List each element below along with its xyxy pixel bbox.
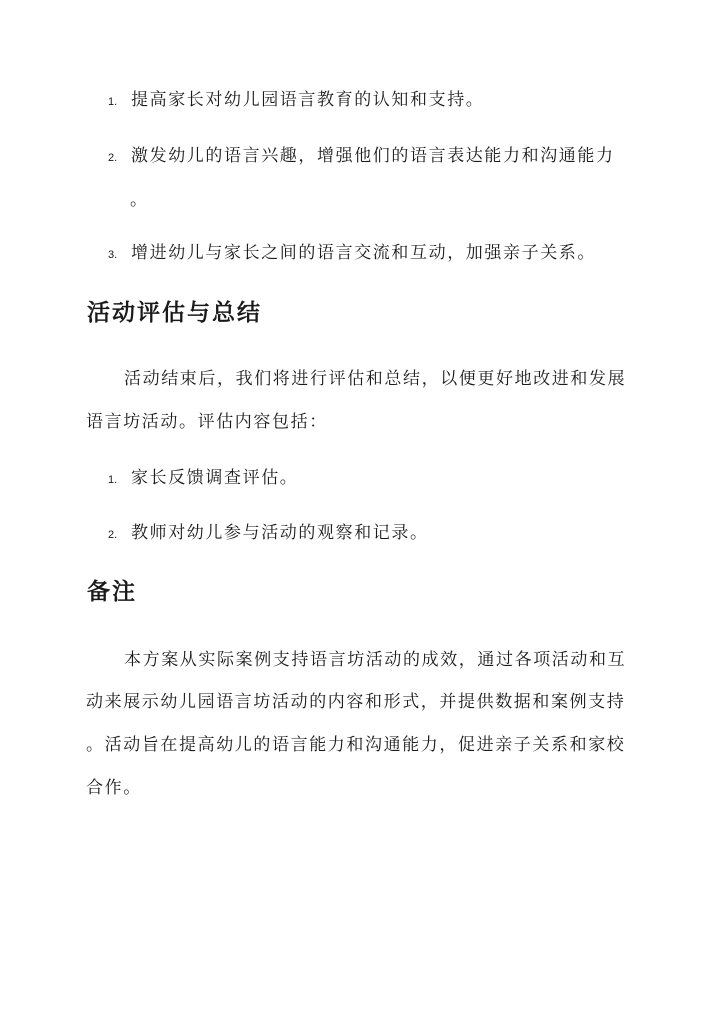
list-item-text: 家长反馈调查评估。 [131, 468, 299, 488]
paragraph-line: 动来展示幼儿园语言坊活动的内容和形式，并提供数据和案例支持 [86, 692, 626, 712]
list-number: 1. [108, 474, 118, 486]
list-number: 2. [108, 529, 118, 541]
list-number: 1. [108, 96, 118, 108]
paragraph-line: 语言坊活动。评估内容包括： [86, 412, 328, 432]
section-heading-evaluation: 活动评估与总结 [87, 299, 262, 326]
list-number: 2. [108, 152, 118, 164]
list-item-text: 提高家长对幼儿园语言教育的认知和支持。 [131, 90, 485, 110]
list-item-text: 增进幼儿与家长之间的语言交流和互动，加强亲子关系。 [131, 243, 596, 263]
list-item-wrap-tail: 。 [130, 190, 147, 210]
paragraph-line: 合作。 [86, 778, 142, 798]
paragraph-line: 活动结束后，我们将进行评估和总结，以便更好地改进和发展 [124, 369, 627, 389]
paragraph-line: 。活动旨在提高幼儿的语言能力和沟通能力，促进亲子关系和家校 [86, 735, 626, 755]
section-heading-notes: 备注 [87, 578, 137, 605]
list-number: 3. [108, 249, 118, 261]
list-item-text: 教师对幼儿参与活动的观察和记录。 [131, 523, 429, 543]
list-item-text: 激发幼儿的语言兴趣，增强他们的语言表达能力和沟通能力 [131, 146, 615, 166]
paragraph-line: 本方案从实际案例支持语言坊活动的成效，通过各项活动和互 [124, 650, 627, 670]
